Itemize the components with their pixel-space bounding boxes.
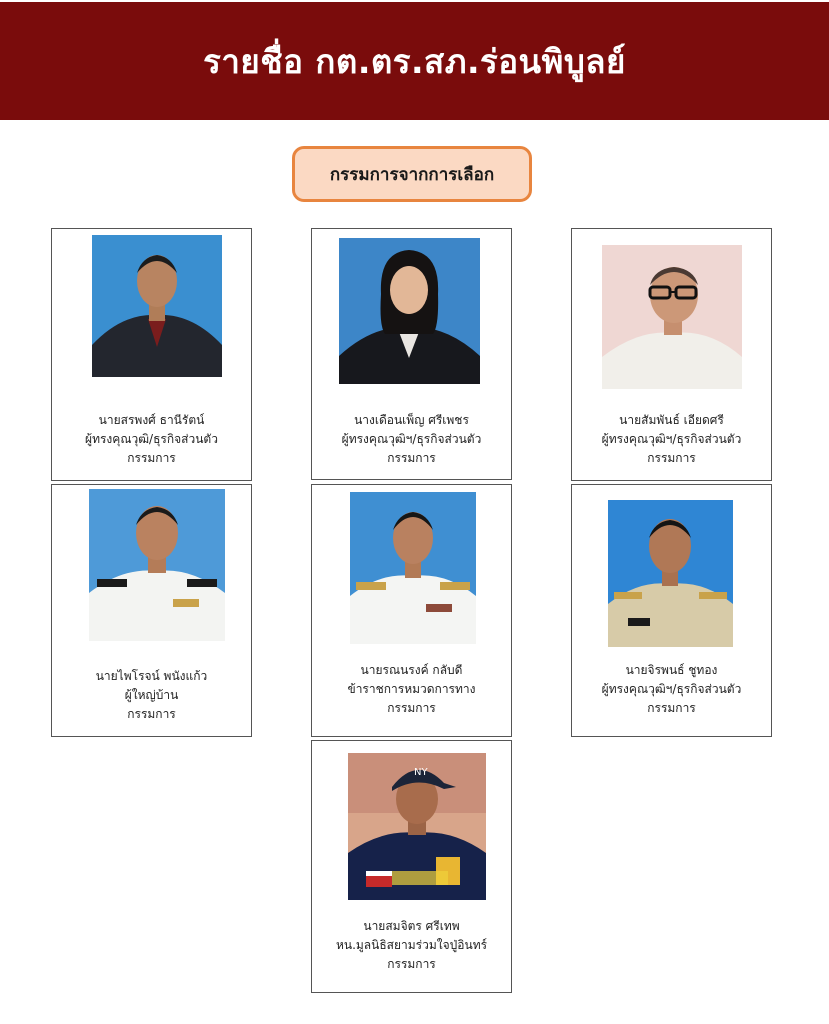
member-occupation: ผู้ทรงคุณวุฒิ/ธุรกิจส่วนตัว bbox=[85, 432, 218, 446]
portrait-icon bbox=[339, 238, 480, 384]
member-card bbox=[51, 228, 252, 481]
member-role: กรรมการ bbox=[647, 451, 696, 465]
member-occupation: หน.มูลนิธิสยามร่วมใจปู่อินทร์ bbox=[335, 938, 488, 952]
member-photo bbox=[608, 500, 733, 647]
page-header bbox=[0, 2, 829, 120]
member-name: นายสมจิตร ศรีเทพ bbox=[363, 919, 460, 933]
portrait-icon bbox=[348, 753, 486, 900]
member-name: นายรณนรงค์ กลับดี bbox=[360, 663, 463, 677]
cap-logo-icon: NY bbox=[414, 767, 428, 778]
member-role: กรรมการ bbox=[127, 707, 176, 721]
member-card bbox=[571, 484, 772, 737]
member-name: นายสัมพันธ์ เอียดศรี bbox=[619, 413, 724, 427]
member-role: กรรมการ bbox=[387, 957, 436, 971]
member-name: นายจิรพนธ์ ชูทอง bbox=[625, 663, 718, 677]
page-title: รายชื่อ กต.ตร.สภ.ร่อนพิบูลย์ bbox=[203, 41, 626, 81]
member-photo bbox=[602, 245, 742, 389]
section-label: กรรมการจากการเลือก bbox=[292, 146, 532, 202]
portrait-icon bbox=[350, 492, 476, 644]
member-card bbox=[311, 740, 512, 993]
member-photo bbox=[89, 489, 225, 641]
member-card bbox=[311, 228, 512, 480]
portrait-icon bbox=[602, 245, 742, 389]
member-occupation: ผู้ทรงคุณวุฒิฯ/ธุรกิจส่วนตัว bbox=[601, 682, 742, 696]
member-name: นายไพโรจน์ พนังแก้ว bbox=[95, 669, 208, 683]
portrait-icon bbox=[89, 489, 225, 641]
member-role: กรรมการ bbox=[387, 451, 436, 465]
member-occupation: ข้าราชการหมวดการทาง bbox=[347, 682, 476, 696]
portrait-icon bbox=[608, 500, 733, 647]
member-card bbox=[51, 484, 252, 737]
portrait-icon bbox=[92, 235, 222, 377]
member-occupation: ผู้ใหญ่บ้าน bbox=[124, 688, 179, 702]
member-occupation: ผู้ทรงคุณวุฒิฯ/ธุรกิจส่วนตัว bbox=[341, 432, 482, 446]
member-card bbox=[311, 484, 512, 737]
member-role: กรรมการ bbox=[647, 701, 696, 715]
member-name: นายสรพงศ์ ธานีรัตน์ bbox=[98, 413, 205, 427]
member-photo bbox=[350, 492, 476, 644]
member-photo bbox=[339, 238, 480, 384]
member-role: กรรมการ bbox=[127, 451, 176, 465]
member-photo bbox=[348, 753, 486, 900]
member-name: นางเดือนเพ็ญ ศรีเพชร bbox=[354, 413, 469, 427]
member-role: กรรมการ bbox=[387, 701, 436, 715]
member-photo bbox=[92, 235, 222, 377]
member-card bbox=[571, 228, 772, 481]
member-occupation: ผู้ทรงคุณวุฒิฯ/ธุรกิจส่วนตัว bbox=[601, 432, 742, 446]
